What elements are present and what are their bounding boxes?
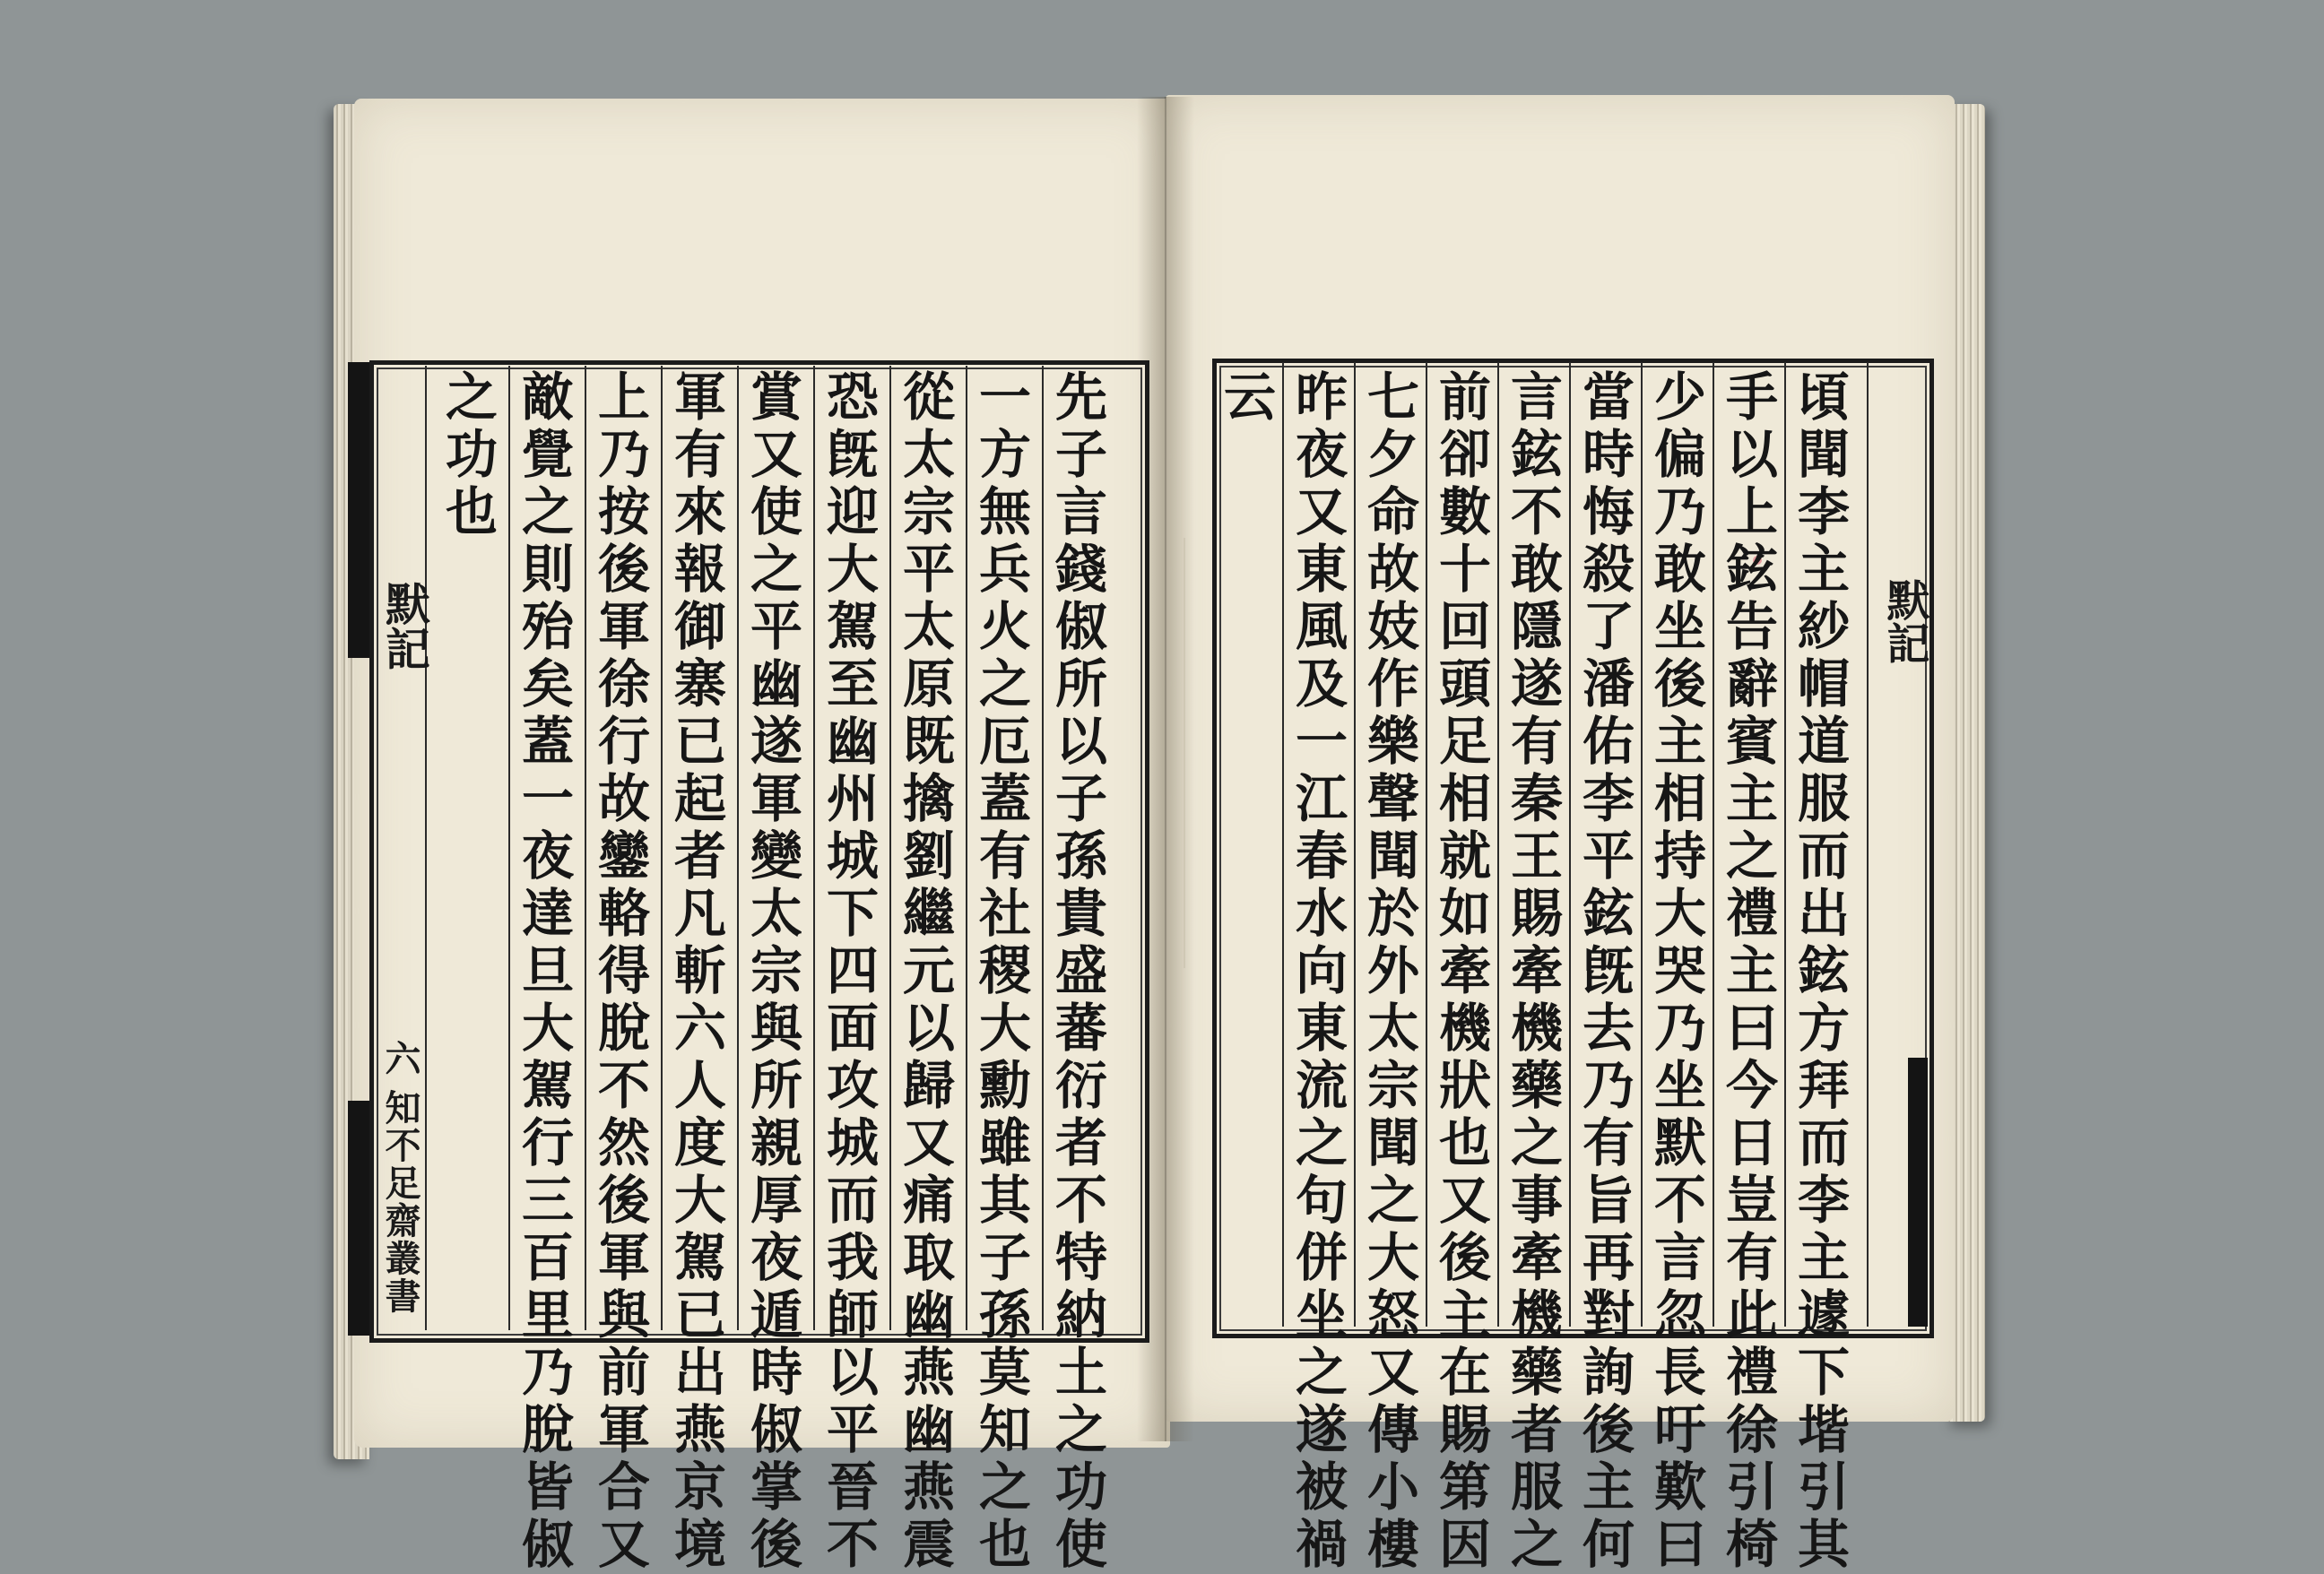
right-margin-title: 默記: [1879, 578, 1929, 664]
column-rule: [508, 366, 510, 1330]
column-rule: [1282, 362, 1284, 1327]
print-edge-block: [348, 1101, 369, 1336]
print-edge-block: [348, 362, 369, 658]
column-rule: [966, 366, 967, 1330]
column-rule: [813, 366, 815, 1330]
text-column: 頃聞李主紗帽道服而出鉉方拜而李主遽下堦引其: [1789, 369, 1850, 1574]
text-column: 上乃按後軍徐行故鑾輅得脫不然後軍與前軍合又: [589, 369, 650, 1574]
text-column: 昨夜又東風及一江春水向東流之句併坐之遂被禍: [1287, 369, 1348, 1574]
text-column: 一方無兵火之厄蓋有社稷大勳雖其子孫莫知之也: [970, 369, 1031, 1574]
binding-thread: [1150, 502, 1152, 968]
column-rule: [1641, 362, 1643, 1327]
column-rule: [1042, 366, 1044, 1330]
column-rule: [1867, 362, 1869, 1327]
column-rule: [889, 366, 891, 1330]
left-margin-page-number: 六: [379, 1040, 421, 1076]
left-margin-publisher: 知不足齋叢書: [379, 1089, 421, 1315]
column-rule: [1497, 362, 1499, 1327]
binding-thread: [1184, 538, 1185, 968]
text-column: 之功也: [437, 369, 498, 541]
column-rule: [585, 366, 586, 1330]
text-column: 先子言錢俶所以子孫貴盛蕃衍者不特納土之功使: [1046, 369, 1107, 1574]
column-rule: [1569, 362, 1571, 1327]
text-column: 言鉉不敢隱遂有秦王賜牽機藥之事牽機藥者服之: [1502, 369, 1563, 1574]
text-column: 賞又使之平幽遂軍變太宗與所親厚夜遁時俶掌後: [741, 369, 802, 1574]
text-column: 少偏乃敢坐後主相持大哭乃坐默不言忽長吁歎曰: [1645, 369, 1706, 1574]
text-column: 云: [1215, 369, 1276, 427]
column-rule: [737, 366, 739, 1330]
column-rule: [661, 366, 663, 1330]
print-edge-block: [1908, 1058, 1928, 1327]
text-column: 軍有來報御寨已起者凡斬六人度大駕已出燕京境: [665, 369, 726, 1574]
text-column: 恐旣迎大駕至幽州城下四面攻城而我師以平晉不: [818, 369, 879, 1574]
text-column: 前卻數十回頭足相就如牽機狀也又後主在賜第因: [1430, 369, 1491, 1574]
column-rule: [1713, 362, 1714, 1327]
column-rule: [1784, 362, 1786, 1327]
text-column: 從太宗平太原既擒劉繼元以歸又痛取幽燕幽燕震: [894, 369, 955, 1574]
text-column: 手以上鉉告辭賓主之禮主曰今日豈有此禮徐引椅: [1717, 369, 1778, 1574]
column-rule: [1426, 362, 1427, 1327]
text-column: 當時悔殺了潘佑李平鉉旣去乃有旨再對詢後主何: [1574, 369, 1635, 1574]
column-rule: [1354, 362, 1356, 1327]
left-margin-title: 默記: [378, 581, 431, 670]
text-column: 敵覺之則殆矣蓋一夜達旦大駕行三百里乃脫皆俶: [513, 369, 574, 1574]
text-column: 七夕命故妓作樂聲聞於外太宗聞之大怒又傳小樓: [1358, 369, 1419, 1574]
